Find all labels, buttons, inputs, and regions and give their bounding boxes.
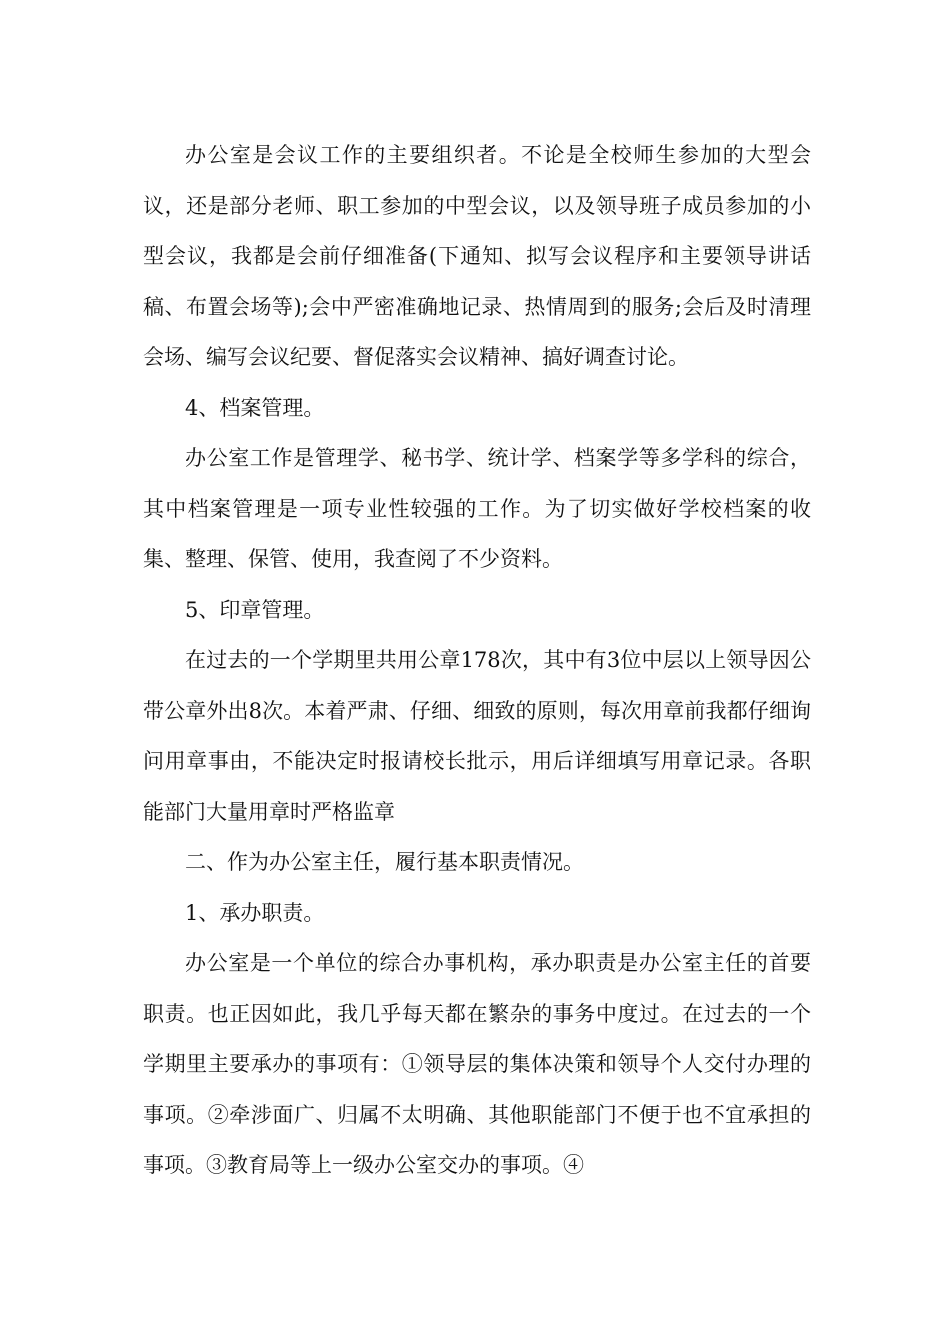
document-body (143, 130, 811, 1191)
paragraph-meeting-work: 办公室是会议工作的主要组织者。不论是全校师生参加的大型会议，还是部分老师、职工参加的中型会议，以及领导班子成员参加的小型会议，我都是会前仔细准备(下通知、拟写会议程序和主要领导讲话稿、布置会场等);会中严密准确地记录、热情周到的服务;会后及时清理会场、编写会议纪要、督促落实会议精神、搞好调查讨论。 (143, 143, 811, 369)
paragraph-undertaking-duty: 办公室是一个单位的综合办事机构，承办职责是办公室主任的首要职责。也正因如此，我几乎每天都在繁杂的事务中度过。在过去的一个学期里主要承办的事项有：①领导层的集体决策和领导个人交付办理的事项。②牵涉面广、归属不太明确、其他职能部门不便于也不宜承担的事项。③教育局等上一级办公室交办的事项。④ (143, 951, 811, 1177)
heading-section-two: 二、作为办公室主任，履行基本职责情况。 (185, 850, 584, 874)
heading-undertaking-duty: 1、承办职责。 (185, 900, 325, 925)
paragraph-archive-management: 办公室工作是管理学、秘书学、统计学、档案学等多学科的综合，其中档案管理是一项专业性较强的工作。为了切实做好学校档案的收集、整理、保管、使用，我查阅了不少资料。 (143, 446, 811, 571)
heading-archive-management: 4、档案管理。 (185, 395, 325, 420)
paragraph-seal-management: 在过去的一个学期里共用公章178次，其中有3位中层以上领导因公带公章外出8次。本着严肃、仔细、细致的原则，每次用章前我都仔细询问用章事由，不能决定时报请校长批示，用后详细填写用章记录。各职能部门大量用章时严格监章 (143, 648, 811, 824)
heading-seal-management: 5、印章管理。 (185, 597, 325, 622)
